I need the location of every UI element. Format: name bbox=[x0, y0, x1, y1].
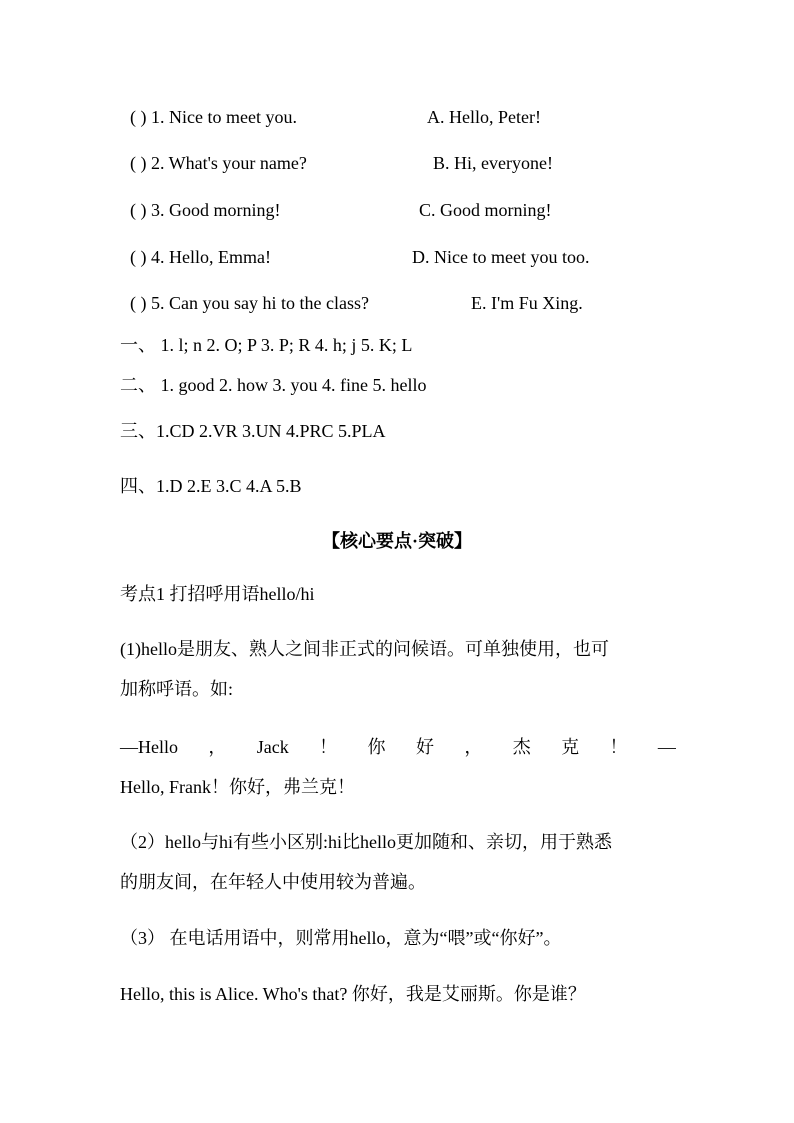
option-a: A. Hello, Peter! bbox=[427, 107, 541, 127]
paragraph-2-line-1: （2）hello与hi有些小区别:hi比hello更加随和、亲切，用于熟悉 bbox=[120, 832, 612, 852]
example-token: ！ bbox=[609, 737, 628, 757]
example-token: 好 bbox=[415, 737, 434, 757]
answer-line-1: 一、 1. l; n 2. O; P 3. P; R 4. h; j 5. K; L bbox=[120, 335, 413, 355]
paragraph-1-line-2: 加称呼语。如: bbox=[120, 679, 234, 699]
option-c: C. Good morning! bbox=[419, 200, 552, 220]
example-1 bbox=[120, 727, 676, 807]
answer-line-2: 二、 1. good 2. how 3. you 4. fine 5. hello bbox=[120, 375, 427, 395]
example-token: ！ bbox=[319, 737, 338, 757]
example-token: 克 bbox=[561, 737, 580, 757]
example-token: ， bbox=[208, 737, 227, 757]
example-1-line-2: Hello, Frank！你好，弗兰克！ bbox=[120, 777, 355, 797]
point-title: 考点1 打招呼用语hello/hi bbox=[120, 584, 315, 604]
question-3: ( ) 3. Good morning! bbox=[130, 200, 281, 220]
paragraph-3: （3） 在电话用语中，则常用hello，意为“喂”或“你好”。 bbox=[120, 928, 562, 948]
example-token: —Hello bbox=[120, 737, 178, 757]
section-title: 【核心要点·突破】 bbox=[321, 531, 472, 551]
question-4: ( ) 4. Hello, Emma! bbox=[130, 247, 271, 267]
example-token: Jack bbox=[256, 737, 289, 757]
answer-line-3: 三、1.CD 2.VR 3.UN 4.PRC 5.PLA bbox=[120, 421, 386, 441]
question-1: ( ) 1. Nice to meet you. bbox=[130, 107, 297, 127]
example-3: Hello, this is Alice. Who's that? 你好，我是艾丽斯。你是谁？ bbox=[120, 984, 586, 1004]
paragraph-2 bbox=[120, 822, 676, 902]
paragraph-1-line-1: (1)hello是朋友、熟人之间非正式的问候语。可单独使用，也可 bbox=[120, 639, 609, 659]
option-b: B. Hi, everyone! bbox=[433, 153, 553, 173]
example-token: 杰 bbox=[512, 737, 531, 757]
option-d: D. Nice to meet you too. bbox=[412, 247, 590, 267]
example-1-line-1 bbox=[120, 727, 676, 767]
question-2: ( ) 2. What's your name? bbox=[130, 153, 307, 173]
question-5: ( ) 5. Can you say hi to the class? bbox=[130, 293, 369, 313]
paragraph-1 bbox=[120, 629, 676, 709]
example-token: ， bbox=[464, 737, 483, 757]
example-token: — bbox=[657, 737, 676, 757]
example-token: 你 bbox=[367, 737, 386, 757]
paragraph-2-line-2: 的朋友间，在年轻人中使用较为普遍。 bbox=[120, 872, 426, 892]
answer-line-4: 四、1.D 2.E 3.C 4.A 5.B bbox=[120, 476, 302, 496]
option-e: E. I'm Fu Xing. bbox=[471, 293, 583, 313]
